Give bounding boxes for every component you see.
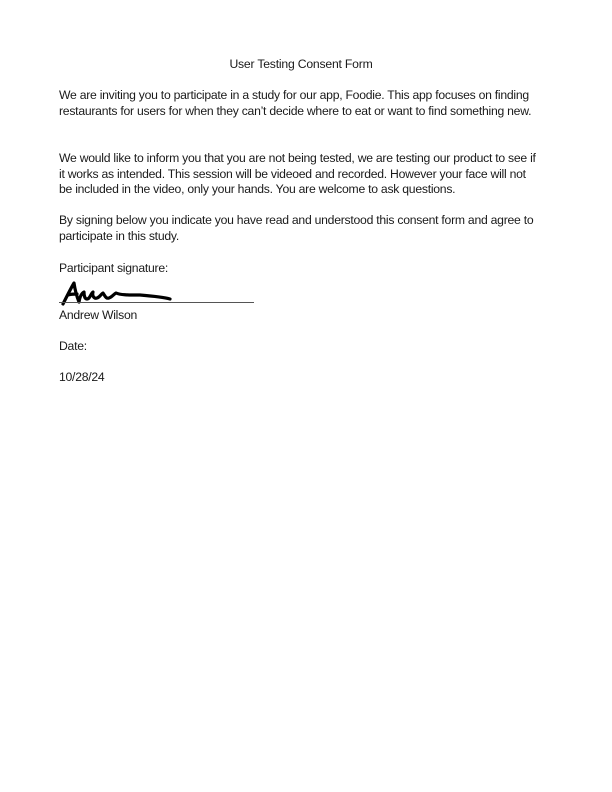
signature-label: Participant signature:	[59, 261, 168, 275]
participant-name: Andrew Wilson	[59, 308, 138, 322]
date-value: 10/28/24	[59, 370, 105, 384]
intro-paragraph: We are inviting you to participate in a study for our app, Foodie. This app focuses on finding restaurants for users for when they can’t decide where to eat or want to find something new.	[59, 88, 532, 118]
date-label: Date:	[59, 339, 87, 353]
signature-line	[59, 302, 254, 303]
consent-statement-paragraph: By signing below you indicate you have read and understood this consent form and agree to participate in this study.	[59, 213, 534, 243]
testing-info-paragraph: We would like to inform you that you are not being tested, we are testing our product to see if it works as intended. This session will be videoed and recorded. However your face will not be included in the video, only your hands. You are welcome to ask questions.	[59, 151, 536, 197]
form-title: User Testing Consent Form	[229, 57, 373, 71]
